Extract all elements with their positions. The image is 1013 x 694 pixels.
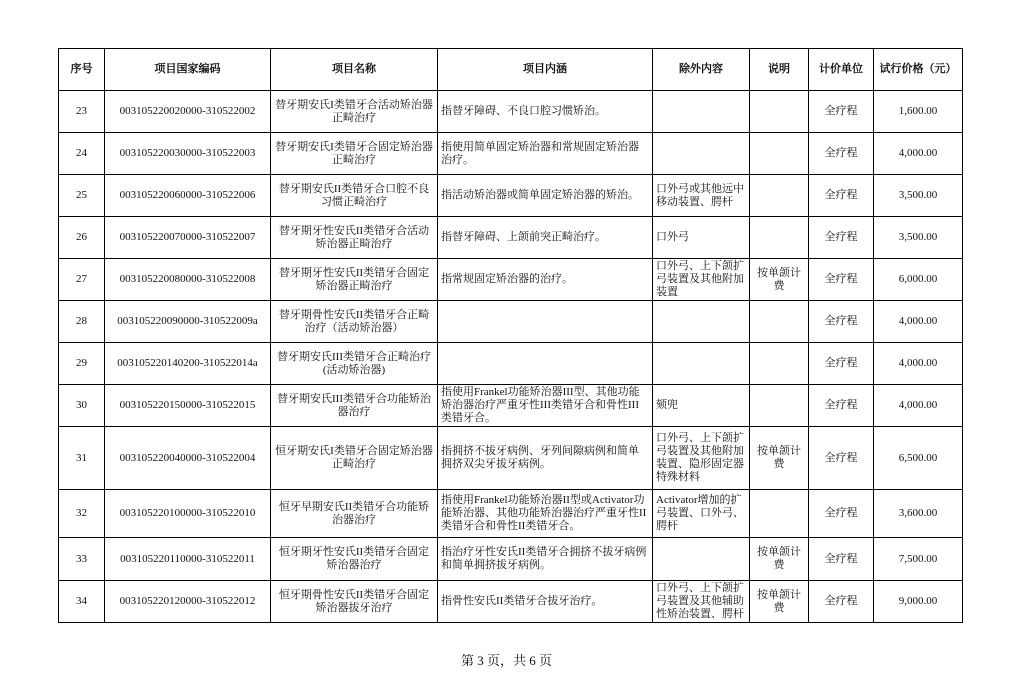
cell-code: 003105220140200-310522014a	[105, 343, 271, 385]
cell-unit: 全疗程	[809, 259, 874, 301]
cell-name: 恒牙期安氏I类错牙合固定矫治器正畸治疗	[271, 427, 438, 490]
cell-excluded: 口外弓、上下颌扩弓装置及其他辅助性矫治装置、腭杆	[653, 581, 750, 623]
cell-note: 按单颌计费	[750, 427, 809, 490]
cell-note	[750, 217, 809, 259]
cell-excluded: 口外弓	[653, 217, 750, 259]
cell-unit: 全疗程	[809, 301, 874, 343]
cell-excluded	[653, 301, 750, 343]
cell-excluded	[653, 133, 750, 175]
header-price: 试行价格（元）	[874, 49, 963, 91]
cell-seq: 24	[59, 133, 105, 175]
cell-seq: 31	[59, 427, 105, 490]
cell-note	[750, 133, 809, 175]
cell-content: 指拥挤不拔牙病例、牙列间隙病例和简单拥挤双尖牙拔牙病例。	[438, 427, 653, 490]
cell-price: 6,500.00	[874, 427, 963, 490]
cell-unit: 全疗程	[809, 91, 874, 133]
cell-name: 恒牙期骨性安氏II类错牙合固定矫治器拔牙治疗	[271, 581, 438, 623]
header-excluded: 除外内容	[653, 49, 750, 91]
cell-code: 003105220060000-310522006	[105, 175, 271, 217]
cell-note	[750, 343, 809, 385]
cell-code: 003105220120000-310522012	[105, 581, 271, 623]
cell-excluded: 口外弓、上下颌扩弓装置及其他附加装置	[653, 259, 750, 301]
cell-code: 003105220040000-310522004	[105, 427, 271, 490]
cell-content	[438, 343, 653, 385]
cell-code: 003105220070000-310522007	[105, 217, 271, 259]
cell-content: 指使用简单固定矫治器和常规固定矫治器治疗。	[438, 133, 653, 175]
cell-name: 替牙期安氏I类错牙合活动矫治器正畸治疗	[271, 91, 438, 133]
cell-note	[750, 91, 809, 133]
cell-content: 指使用Frankel功能矫治器II型或Activator功能矫治器、其他功能矫治器治疗严重牙性II类错牙合和骨性II类错牙合。	[438, 490, 653, 538]
cell-note	[750, 175, 809, 217]
cell-content: 指替牙障碍、不良口腔习惯矫治。	[438, 91, 653, 133]
header-name: 项目名称	[271, 49, 438, 91]
cell-seq: 33	[59, 538, 105, 581]
header-seq: 序号	[59, 49, 105, 91]
cell-unit: 全疗程	[809, 581, 874, 623]
cell-price: 4,000.00	[874, 301, 963, 343]
cell-price: 9,000.00	[874, 581, 963, 623]
cell-seq: 30	[59, 385, 105, 427]
cell-content: 指使用Frankel功能矫治器III型、其他功能矫治器治疗严重牙性III类错牙合和骨性III类错牙合。	[438, 385, 653, 427]
cell-note: 按单颌计费	[750, 259, 809, 301]
cell-seq: 29	[59, 343, 105, 385]
cell-code: 003105220080000-310522008	[105, 259, 271, 301]
cell-seq: 27	[59, 259, 105, 301]
cell-name: 恒牙期牙性安氏II类错牙合固定矫治器治疗	[271, 538, 438, 581]
cell-name: 替牙期安氏I类错牙合固定矫治器正畸治疗	[271, 133, 438, 175]
cell-note	[750, 490, 809, 538]
cell-name: 替牙期骨性安氏II类错牙合正畸治疗（活动矫治器）	[271, 301, 438, 343]
cell-excluded: 口外弓或其他远中移动装置、腭杆	[653, 175, 750, 217]
cell-price: 4,000.00	[874, 133, 963, 175]
page-number-footer: 第 3 页，共 6 页	[460, 653, 552, 668]
cell-code: 003105220020000-310522002	[105, 91, 271, 133]
cell-price: 7,500.00	[874, 538, 963, 581]
cell-unit: 全疗程	[809, 385, 874, 427]
cell-content: 指治疗牙性安氏II类错牙合拥挤不拔牙病例和简单拥挤拔牙病例。	[438, 538, 653, 581]
cell-name: 替牙期安氏III类错牙合正畸治疗(活动矫治器)	[271, 343, 438, 385]
cell-name: 替牙期牙性安氏II类错牙合固定矫治器正畸治疗	[271, 259, 438, 301]
cell-unit: 全疗程	[809, 217, 874, 259]
cell-price: 4,000.00	[874, 343, 963, 385]
cell-price: 3,500.00	[874, 217, 963, 259]
cell-price: 3,500.00	[874, 175, 963, 217]
header-content: 项目内涵	[438, 49, 653, 91]
cell-code: 003105220030000-310522003	[105, 133, 271, 175]
cell-unit: 全疗程	[809, 427, 874, 490]
header-code: 项目国家编码	[105, 49, 271, 91]
cell-note	[750, 301, 809, 343]
cell-unit: 全疗程	[809, 133, 874, 175]
cell-code: 003105220110000-310522011	[105, 538, 271, 581]
cell-name: 替牙期安氏III类错牙合功能矫治器治疗	[271, 385, 438, 427]
cell-unit: 全疗程	[809, 175, 874, 217]
cell-name: 恒牙早期安氏II类错牙合功能矫治器治疗	[271, 490, 438, 538]
cell-name: 替牙期安氏II类错牙合口腔不良习惯正畸治疗	[271, 175, 438, 217]
cell-price: 4,000.00	[874, 385, 963, 427]
cell-price: 1,600.00	[874, 91, 963, 133]
cell-note: 按单颌计费	[750, 538, 809, 581]
header-note: 说明	[750, 49, 809, 91]
cell-excluded	[653, 343, 750, 385]
cell-name: 替牙期牙性安氏II类错牙合活动矫治器正畸治疗	[271, 217, 438, 259]
cell-unit: 全疗程	[809, 343, 874, 385]
cell-code: 003105220090000-310522009a	[105, 301, 271, 343]
cell-note	[750, 385, 809, 427]
header-unit: 计价单位	[809, 49, 874, 91]
cell-excluded	[653, 538, 750, 581]
cell-code: 003105220150000-310522015	[105, 385, 271, 427]
cell-seq: 34	[59, 581, 105, 623]
cell-note: 按单颌计费	[750, 581, 809, 623]
cell-content	[438, 301, 653, 343]
cell-excluded: 颏兜	[653, 385, 750, 427]
cell-seq: 23	[59, 91, 105, 133]
cell-excluded: 口外弓、上下颌扩弓装置及其他附加装置、隐形固定器特殊材料	[653, 427, 750, 490]
cell-seq: 26	[59, 217, 105, 259]
cell-code: 003105220100000-310522010	[105, 490, 271, 538]
cell-seq: 25	[59, 175, 105, 217]
cell-excluded	[653, 91, 750, 133]
cell-price: 3,600.00	[874, 490, 963, 538]
cell-seq: 28	[59, 301, 105, 343]
cell-seq: 32	[59, 490, 105, 538]
price-table	[58, 48, 963, 623]
cell-content: 指常规固定矫治器的治疗。	[438, 259, 653, 301]
cell-content: 指替牙障碍、上颌前突正畸治疗。	[438, 217, 653, 259]
cell-content: 指活动矫治器或简单固定矫治器的矫治。	[438, 175, 653, 217]
cell-price: 6,000.00	[874, 259, 963, 301]
cell-excluded: Activator增加的扩弓装置、口外弓、腭杆	[653, 490, 750, 538]
cell-content: 指骨性安氏II类错牙合拔牙治疗。	[438, 581, 653, 623]
cell-unit: 全疗程	[809, 490, 874, 538]
cell-unit: 全疗程	[809, 538, 874, 581]
